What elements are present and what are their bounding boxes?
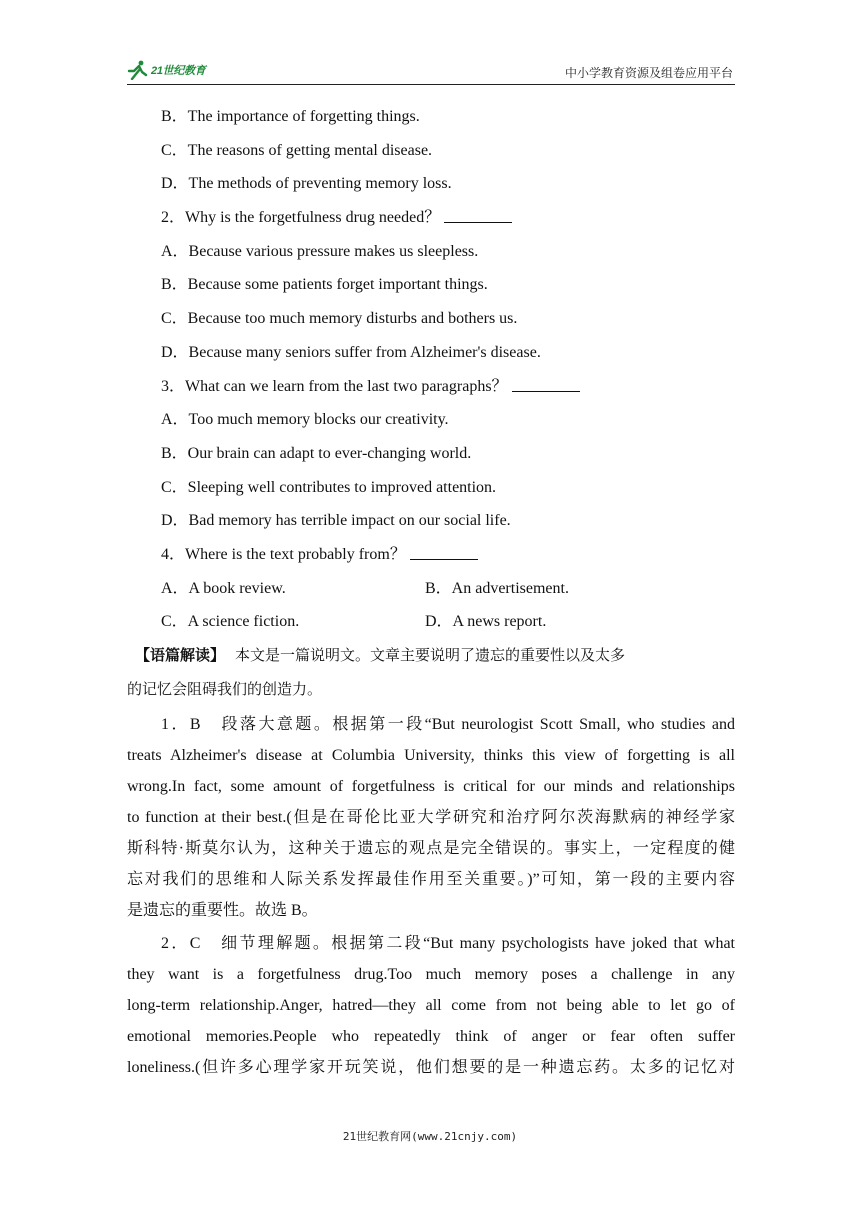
logo-text: 21世纪教育 bbox=[151, 65, 206, 77]
answer-1-line: 是遗忘的重要性。故选 B。 bbox=[127, 902, 318, 920]
logo bbox=[127, 60, 205, 80]
question-4 bbox=[127, 538, 735, 572]
answer-2-line: they want is a forgetfulness drug.Too much memory poses a challenge in any bbox=[127, 966, 735, 984]
q4-options-row-1 bbox=[127, 572, 735, 606]
answer-1-line: treats Alzheimer's disease at Columbia University, thinks this view of forgetting is all bbox=[127, 747, 735, 765]
q4-option-d: D．A news report. bbox=[425, 613, 547, 631]
q4-option-b: B．An advertisement. bbox=[425, 579, 569, 597]
q3-option-d: D．Bad memory has terrible impact on our social life. bbox=[161, 512, 511, 530]
answer-1-line: to function at their best.(但是在哥伦比亚大学研究和治疗阿尔茨海默病的神经学家 bbox=[127, 809, 735, 827]
question-2-text: 2．Why is the forgetfulness drug needed？ bbox=[161, 209, 441, 227]
answer-2-line: long-term relationship.Anger, hatred—they all come from not being able to let go of bbox=[127, 997, 735, 1015]
q4-option-a: A．A book review. bbox=[161, 579, 286, 597]
answer-blank bbox=[512, 377, 580, 392]
q3-option-a: A．Too much memory blocks our creativity. bbox=[161, 411, 449, 429]
answer-2-explanation bbox=[127, 928, 735, 1083]
page-footer: 21世纪教育网(www.21cnjy.com) bbox=[342, 1130, 518, 1143]
answer-1-line: wrong.In fact, some amount of forgetfulness is critical for our minds and relationships bbox=[127, 778, 735, 796]
analysis-intro-line-1 bbox=[127, 639, 735, 673]
q1-option-c: C．The reasons of getting mental disease. bbox=[161, 141, 433, 159]
q2-option-d: D．Because many seniors suffer from Alzheimer's disease. bbox=[161, 343, 541, 361]
q2-option-b: B．Because some patients forget important things. bbox=[161, 276, 488, 294]
page-header bbox=[127, 58, 735, 85]
answer-2-line: loneliness.(但许多心理学家开玩笑说，他们想要的是一种遗忘药。太多的记忆对 bbox=[127, 1059, 735, 1077]
analysis-intro-line-2: 的记忆会阻碍我们的创造力。 bbox=[127, 679, 323, 698]
analysis-heading: 【语篇解读】 bbox=[135, 646, 226, 664]
running-figure-icon bbox=[127, 60, 149, 80]
answer-1-line: 忘对我们的思维和人际关系发挥最佳作用至关重要。)”可知，第一段的主要内容 bbox=[127, 871, 735, 889]
q1-option-d: D．The methods of preventing memory loss. bbox=[161, 175, 452, 193]
q4-option-c: C．A science fiction. bbox=[161, 613, 300, 631]
answer-1-line: 斯科特·斯莫尔认为，这种关于遗忘的观点是完全错误的。事实上，一定程度的健 bbox=[127, 840, 735, 858]
analysis-intro-1: 本文是一篇说明文。文章主要说明了遗忘的重要性以及太多 bbox=[235, 646, 626, 664]
q1-option-b: B．The importance of forgetting things. bbox=[161, 108, 420, 125]
header-platform-text: 中小学教育资源及组卷应用平台 bbox=[564, 66, 733, 80]
answer-1-line: 1．B 段落大意题。根据第一段“But neurologist Scott Small, who studies and bbox=[161, 716, 735, 734]
q3-option-c: C．Sleeping well contributes to improved attention. bbox=[161, 478, 497, 496]
q2-option-c: C．Because too much memory disturbs and bothers us. bbox=[161, 310, 518, 328]
question-2 bbox=[127, 201, 735, 235]
q2-option-a: A．Because various pressure makes us sleepless. bbox=[161, 242, 479, 260]
answer-1-explanation bbox=[127, 709, 735, 926]
document-body bbox=[127, 100, 735, 1083]
answer-2-line: 2．C 细节理解题。根据第二段“But many psychologists have joked that what bbox=[161, 935, 735, 953]
question-4-text: 4．Where is the text probably from？ bbox=[161, 545, 406, 563]
answer-blank bbox=[444, 208, 512, 223]
question-3-text: 3．What can we learn from the last two paragraphs？ bbox=[161, 377, 508, 395]
answer-blank bbox=[410, 545, 478, 560]
question-3 bbox=[127, 370, 735, 404]
answer-2-line: emotional memories.People who repeatedly think of anger or fear often suffer bbox=[127, 1028, 735, 1046]
q3-option-b: B．Our brain can adapt to ever-changing world. bbox=[161, 444, 472, 462]
q4-options-row-2 bbox=[127, 605, 735, 639]
